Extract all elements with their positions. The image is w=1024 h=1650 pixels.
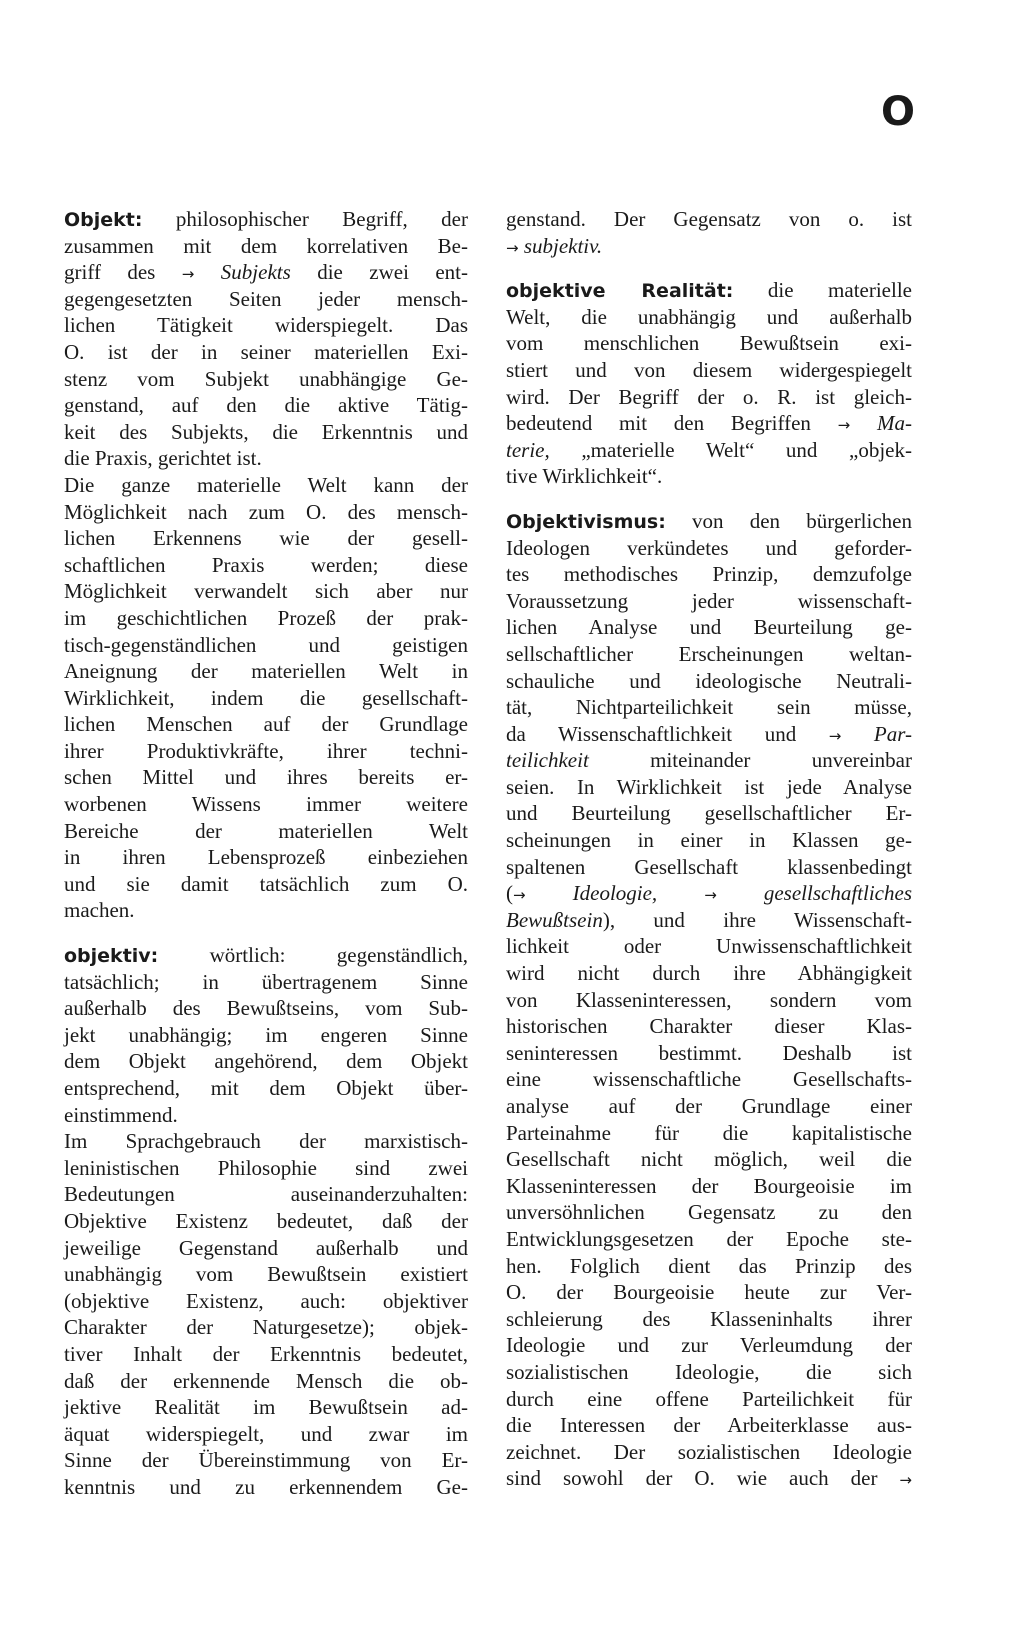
text-line bbox=[64, 871, 468, 898]
text-line bbox=[506, 800, 912, 827]
text-line bbox=[64, 818, 468, 845]
entry-gap bbox=[506, 259, 912, 277]
body-text: die zwei ent- bbox=[290, 260, 469, 285]
text-line bbox=[64, 578, 468, 605]
body-text: kenntnis und zu erkennendem Ge- bbox=[64, 1474, 468, 1499]
text-line bbox=[506, 1465, 912, 1492]
text-line bbox=[64, 1261, 468, 1288]
entry-headword: Objektivismus: bbox=[506, 510, 666, 533]
body-text: lichen Tätigkeit widerspiegelt. Das bbox=[64, 313, 468, 338]
body-text: Entwicklungsgesetzen der Epoche ste- bbox=[506, 1226, 912, 1251]
text-line bbox=[506, 1439, 912, 1466]
body-text: tiver Inhalt der Erkenntnis bedeutet, bbox=[64, 1341, 468, 1366]
body-text: lichen Analyse und Beurteilung ge- bbox=[506, 615, 912, 640]
body-text: keit des Subjekts, die Erkenntnis und bbox=[64, 419, 468, 444]
body-text: Klasseninteressen der Bourgeoisie im bbox=[506, 1173, 912, 1198]
body-text: lichen Menschen auf der Grundlage bbox=[64, 712, 468, 737]
body-text: worbenen Wissens immer weitere bbox=[64, 792, 468, 817]
text-line bbox=[506, 668, 912, 695]
right-column bbox=[506, 206, 912, 1492]
body-text: schaftlichen Praxis werden; diese bbox=[64, 552, 468, 577]
body-text: dem Objekt angehörend, dem Objekt bbox=[64, 1049, 468, 1074]
body-text: äquat widerspiegelt, und zwar im bbox=[64, 1421, 468, 1446]
section-letter: O bbox=[880, 89, 915, 135]
body-text: sellschaftlicher Erscheinungen weltan- bbox=[506, 641, 912, 666]
body-text: leninistischen Philosophie sind zwei bbox=[64, 1155, 468, 1180]
text-line bbox=[506, 304, 912, 331]
text-line bbox=[506, 508, 912, 535]
body-text: zusammen mit dem korrelativen Be- bbox=[64, 233, 468, 258]
text-line bbox=[506, 277, 912, 304]
text-line bbox=[506, 933, 912, 960]
body-text: Aneignung der materiellen Welt in bbox=[64, 659, 468, 684]
text-line bbox=[506, 721, 912, 748]
body-text: sind sowohl der O. wie auch der bbox=[506, 1466, 900, 1491]
text-line bbox=[506, 1173, 912, 1200]
text-line bbox=[64, 844, 468, 871]
body-text: von Klasseninteressen, sondern vom bbox=[506, 987, 912, 1012]
body-text: miteinander unvereinbar bbox=[588, 748, 912, 773]
text-line bbox=[64, 1314, 468, 1341]
body-text: tive Wirklichkeit“. bbox=[506, 464, 663, 489]
text-line bbox=[64, 499, 468, 526]
text-line bbox=[506, 1279, 912, 1306]
text-line bbox=[64, 897, 468, 924]
text-line bbox=[64, 259, 468, 286]
body-text: von den bürgerlichen bbox=[665, 508, 912, 533]
body-text: spaltenen Gesellschaft klassenbedingt bbox=[506, 854, 912, 879]
text-line bbox=[64, 711, 468, 738]
text-line bbox=[64, 233, 468, 260]
body-text: Wirklichkeit, indem die gesellschaft- bbox=[64, 685, 468, 710]
body-text: bedeutend mit den Begriffen bbox=[506, 411, 838, 436]
text-line bbox=[506, 1306, 912, 1333]
body-text: Im Sprachgebrauch der marxistisch- bbox=[64, 1129, 468, 1154]
text-line bbox=[506, 774, 912, 801]
body-text: tät, Nichtparteilichkeit sein müsse, bbox=[506, 695, 912, 720]
arrow-icon: → bbox=[837, 416, 851, 435]
entry-headword: Objekt: bbox=[64, 209, 143, 231]
body-text: wörtlich: gegenständlich, bbox=[158, 943, 468, 968]
text-line bbox=[506, 410, 912, 437]
cross-reference: Subjekts bbox=[194, 260, 291, 285]
text-line bbox=[506, 1359, 912, 1386]
body-text: schauliche und ideologische Neutrali- bbox=[506, 668, 912, 693]
text-line bbox=[506, 1199, 912, 1226]
text-line bbox=[64, 1368, 468, 1395]
text-line bbox=[64, 1102, 468, 1129]
text-line bbox=[64, 658, 468, 685]
body-text: Sinne der Übereinstimmung von Er- bbox=[64, 1448, 468, 1473]
text-line bbox=[64, 312, 468, 339]
body-text: Möglichkeit nach zum O. des mensch- bbox=[64, 499, 468, 524]
body-text: entsprechend, mit dem Objekt über- bbox=[64, 1076, 468, 1100]
arrow-icon: → bbox=[899, 1471, 912, 1490]
body-text: einstimmend. bbox=[64, 1102, 178, 1127]
text-line bbox=[64, 1022, 468, 1049]
entry-gap bbox=[64, 924, 468, 942]
body-text: wird nicht durch ihre Abhängigkeit bbox=[506, 961, 912, 986]
body-text: scheinungen in einer in Klassen ge- bbox=[506, 828, 912, 853]
body-text: Gesellschaft nicht möglich, weil die bbox=[506, 1147, 912, 1172]
cross-reference: terie, bbox=[506, 437, 550, 462]
text-line bbox=[506, 614, 912, 641]
text-line bbox=[64, 419, 468, 446]
text-line bbox=[64, 995, 468, 1022]
text-line bbox=[506, 747, 912, 774]
body-text: tisch-gegenständlichen und geistigen bbox=[64, 632, 468, 657]
text-line bbox=[506, 1332, 912, 1359]
arrow-icon: → bbox=[704, 886, 717, 905]
text-line bbox=[64, 366, 468, 393]
text-line bbox=[64, 472, 468, 499]
body-text: zeichnet. Der sozialistischen Ideologie bbox=[506, 1439, 912, 1464]
entry-headword: objektiv: bbox=[64, 945, 159, 968]
body-text: seninteressen bestimmt. Deshalb ist bbox=[506, 1040, 912, 1065]
body-text: vom menschlichen Bewußtsein exi- bbox=[506, 331, 912, 356]
text-line bbox=[64, 942, 468, 969]
text-line bbox=[506, 880, 912, 907]
text-line bbox=[64, 1075, 468, 1102]
body-text: ( bbox=[506, 881, 513, 906]
body-text: philosophischer Begriff, der bbox=[142, 207, 468, 231]
cross-reference: subjektiv. bbox=[518, 233, 603, 258]
text-line bbox=[506, 694, 912, 721]
text-line bbox=[506, 1066, 912, 1093]
text-line bbox=[64, 445, 468, 472]
arrow-icon: → bbox=[181, 265, 195, 284]
body-text: unabhängig vom Bewußtsein existiert bbox=[64, 1262, 468, 1287]
body-text: lichen Erkennens wie der gesell- bbox=[64, 526, 468, 551]
text-line bbox=[64, 685, 468, 712]
text-line bbox=[64, 791, 468, 818]
text-line bbox=[506, 206, 912, 233]
text-line bbox=[64, 1235, 468, 1262]
body-text: Objektive Existenz bedeutet, daß der bbox=[64, 1208, 468, 1233]
text-line bbox=[64, 206, 468, 233]
body-text: schen Mittel und ihres bereits er- bbox=[64, 765, 468, 790]
text-line bbox=[506, 588, 912, 615]
body-text: tes methodisches Prinzip, demzufolge bbox=[506, 562, 912, 587]
body-text: O. der Bourgeoisie heute zur Ver- bbox=[506, 1280, 912, 1305]
body-text: im geschichtlichen Prozeß der prak- bbox=[64, 605, 468, 630]
body-text: seien. In Wirklichkeit ist jede Analyse bbox=[506, 774, 912, 799]
body-text: analyse auf der Grundlage einer bbox=[506, 1094, 912, 1118]
cross-reference: Par- bbox=[841, 721, 912, 746]
body-text: Voraussetzung jeder wissenschaft- bbox=[506, 588, 912, 613]
text-line bbox=[64, 1341, 468, 1368]
body-text: und sie damit tatsächlich zum O. bbox=[64, 871, 468, 896]
text-line bbox=[64, 605, 468, 632]
body-text: Ideologie und zur Verleumdung der bbox=[506, 1333, 912, 1358]
text-line bbox=[64, 1181, 468, 1208]
body-text: die Interessen der Arbeiterklasse aus- bbox=[506, 1413, 912, 1438]
text-line bbox=[64, 1447, 468, 1474]
text-line bbox=[506, 854, 912, 881]
text-line bbox=[506, 357, 912, 384]
text-line bbox=[506, 1040, 912, 1067]
cross-reference: Ideologie, bbox=[525, 881, 658, 906]
text-line bbox=[64, 1421, 468, 1448]
cross-reference: gesellschaftliches bbox=[716, 881, 912, 906]
text-line bbox=[506, 233, 912, 260]
text-line bbox=[64, 1155, 468, 1182]
body-text: die Praxis, gerichtet ist. bbox=[64, 446, 262, 471]
text-line bbox=[506, 561, 912, 588]
body-text: lichkeit oder Unwissenschaftlichkeit bbox=[506, 934, 912, 959]
body-text: machen. bbox=[64, 898, 135, 923]
body-text: da Wissenschaftlichkeit und bbox=[506, 721, 829, 746]
cross-reference: teilichkeit bbox=[506, 748, 589, 773]
body-text: Möglichkeit verwandelt sich aber nur bbox=[64, 579, 468, 604]
text-line bbox=[506, 1253, 912, 1280]
body-text: sozialistischen Ideologie, die sich bbox=[506, 1359, 912, 1384]
body-text: daß der erkennende Mensch die ob- bbox=[64, 1368, 468, 1393]
text-line bbox=[506, 641, 912, 668]
text-line bbox=[64, 738, 468, 765]
body-text: die materielle bbox=[733, 278, 912, 303]
body-text: gegengesetzten Seiten jeder mensch- bbox=[64, 286, 468, 311]
body-text: Bereiche der materiellen Welt bbox=[64, 818, 468, 843]
body-text: (objektive Existenz, auch: objektiver bbox=[64, 1288, 468, 1313]
text-line bbox=[64, 286, 468, 313]
text-line bbox=[64, 552, 468, 579]
text-line bbox=[506, 1146, 912, 1173]
text-line bbox=[64, 392, 468, 419]
body-text: O. ist der in seiner materiellen Exi- bbox=[64, 339, 468, 364]
body-text: tatsächlich; in übertragenem Sinne bbox=[64, 969, 468, 994]
text-line bbox=[64, 525, 468, 552]
body-text: stiert und von diesem widergespiegelt bbox=[506, 357, 912, 382]
body-text: Charakter der Naturgesetze); objek- bbox=[64, 1315, 468, 1340]
text-line bbox=[64, 1208, 468, 1235]
text-line bbox=[506, 1120, 912, 1147]
body-text: jekt unabhängig; im engeren Sinne bbox=[64, 1022, 468, 1047]
text-line bbox=[506, 330, 912, 357]
text-line bbox=[506, 1412, 912, 1439]
body-text: außerhalb des Bewußtseins, vom Sub- bbox=[64, 996, 468, 1021]
text-line bbox=[506, 987, 912, 1014]
text-line bbox=[64, 632, 468, 659]
text-line bbox=[64, 1048, 468, 1075]
body-text: stenz vom Subjekt unabhängige Ge- bbox=[64, 366, 468, 391]
text-line bbox=[506, 384, 912, 411]
body-text: jeweilige Gegenstand außerhalb und bbox=[64, 1235, 468, 1260]
body-text: hen. Folglich dient das Prinzip des bbox=[506, 1253, 912, 1278]
arrow-icon: → bbox=[828, 726, 842, 745]
body-text: Parteinahme für die kapitalistische bbox=[506, 1120, 912, 1145]
text-line bbox=[506, 1386, 912, 1413]
text-line bbox=[64, 1128, 468, 1155]
text-line bbox=[506, 1093, 912, 1120]
text-line bbox=[506, 1013, 912, 1040]
body-text: schleierung des Klasseninhalts ihrer bbox=[506, 1306, 912, 1331]
body-text: Die ganze materielle Welt kann der bbox=[64, 472, 468, 497]
left-column bbox=[64, 206, 468, 1501]
entry-headword: objektive Realität: bbox=[506, 280, 734, 303]
text-line bbox=[64, 339, 468, 366]
text-line bbox=[506, 535, 912, 562]
body-text: ), und ihre Wissenschaft- bbox=[602, 907, 912, 932]
body-text: historischen Charakter dieser Klas- bbox=[506, 1014, 912, 1039]
text-line bbox=[506, 960, 912, 987]
text-line bbox=[506, 907, 912, 934]
text-line bbox=[506, 827, 912, 854]
text-line bbox=[64, 1474, 468, 1501]
entry-gap bbox=[506, 490, 912, 508]
text-line bbox=[506, 1226, 912, 1253]
body-text: Bedeutungen auseinanderzuhalten: bbox=[64, 1182, 468, 1207]
body-text: genstand, auf den die aktive Tätig- bbox=[64, 393, 468, 418]
body-text: und Beurteilung gesellschaftlicher Er- bbox=[506, 801, 912, 826]
body-text: eine wissenschaftliche Gesellschafts- bbox=[506, 1067, 912, 1092]
text-line bbox=[64, 1288, 468, 1315]
body-text: in ihren Lebensprozeß einbeziehen bbox=[64, 845, 468, 870]
text-line bbox=[64, 969, 468, 996]
body-text: Welt, die unabhängig und außerhalb bbox=[506, 304, 912, 329]
body-text: „materielle Welt“ und „objek- bbox=[549, 437, 912, 462]
body-text bbox=[657, 881, 704, 905]
body-text: griff des bbox=[64, 260, 182, 285]
body-text: Ideologen verkündetes und geforder- bbox=[506, 535, 912, 560]
body-text: durch eine offene Parteilichkeit für bbox=[506, 1386, 912, 1411]
text-line bbox=[64, 1394, 468, 1421]
body-text: genstand. Der Gegensatz von o. ist bbox=[506, 207, 912, 231]
body-text: wird. Der Begriff der o. R. ist gleich- bbox=[506, 384, 912, 409]
text-line bbox=[506, 463, 912, 490]
arrow-icon: → bbox=[513, 886, 526, 905]
arrow-icon: → bbox=[506, 238, 519, 257]
body-text: ihrer Produktivkräfte, ihrer techni- bbox=[64, 738, 468, 763]
text-line bbox=[506, 437, 912, 464]
cross-reference: Bewußtsein bbox=[506, 907, 603, 932]
body-text: unversöhnlichen Gegensatz zu den bbox=[506, 1200, 912, 1225]
cross-reference: Ma- bbox=[850, 411, 912, 436]
body-text: jektive Realität im Bewußtsein ad- bbox=[64, 1395, 468, 1420]
text-line bbox=[64, 764, 468, 791]
